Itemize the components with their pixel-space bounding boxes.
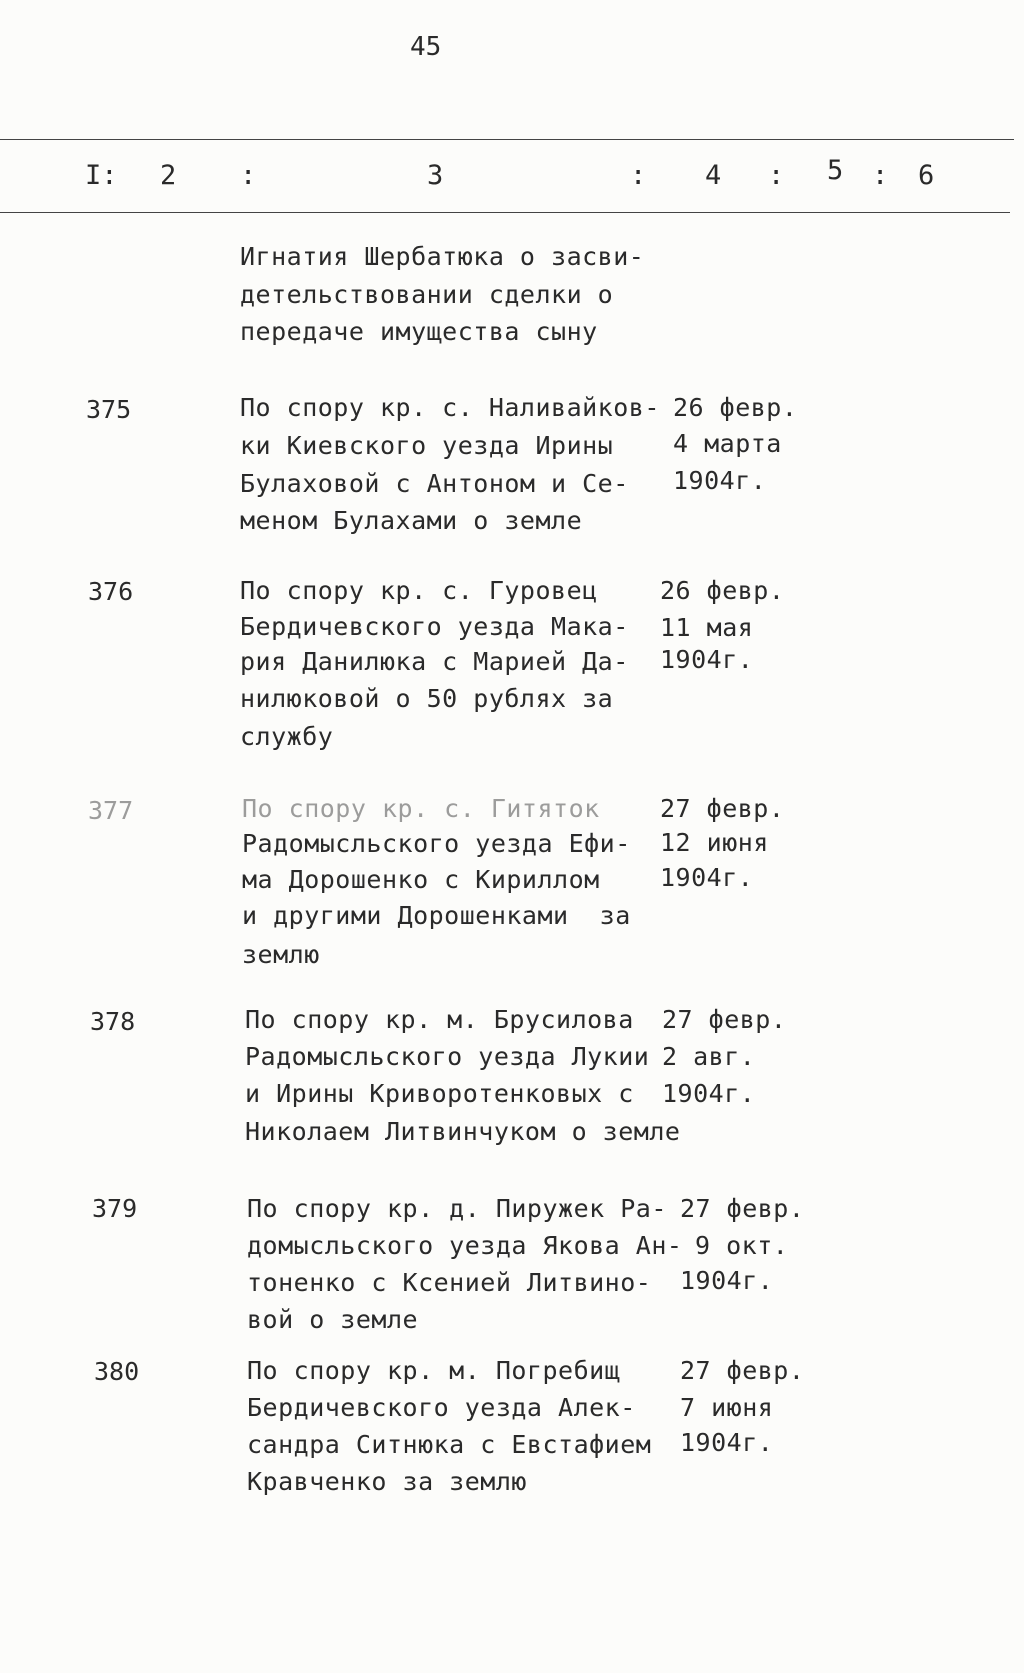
entry-text-line: землю <box>242 940 320 969</box>
entry-text-line: вой о земле <box>247 1305 419 1334</box>
entry-date-end: 11 мая <box>660 613 754 642</box>
column-separator: : <box>630 160 647 191</box>
column-header-2: 2 <box>160 160 177 191</box>
entry-number: 376 <box>88 577 134 606</box>
entry-text-line: По спору кр. м. Брусилова <box>245 1005 634 1034</box>
page-number: 45 <box>410 32 442 62</box>
entry-text-line: ма Дорошенко с Кириллом <box>242 865 600 894</box>
entry-date-year: 1904г. <box>680 1266 774 1295</box>
entry-text-line: Игнатия Шербатюка о засви- <box>240 242 645 271</box>
entry-text-line: Радомысльского уезда Ефи- <box>242 829 631 858</box>
column-header-6: 6 <box>918 160 935 191</box>
entry-date-end: 12 июня <box>660 828 769 857</box>
entry-number: 375 <box>86 395 132 424</box>
entry-text-line: рия Данилюка с Марией Да- <box>240 647 629 676</box>
entry-date-year: 1904г. <box>662 1079 756 1108</box>
entry-text-line: службу <box>240 722 334 751</box>
entry-text-line: Бердичевского уезда Алек- <box>247 1393 636 1422</box>
entry-date-end: 7 июня <box>680 1393 774 1422</box>
entry-text-line: По спору кр. с. Гитяток <box>242 794 600 823</box>
entry-date-end: 9 окт. <box>695 1231 789 1260</box>
column-header-3: 3 <box>427 160 444 191</box>
entry-date-start: 27 февр. <box>660 794 785 823</box>
entry-text-line: ки Киевского уезда Ирины <box>240 431 614 460</box>
entry-text-line: тоненко с Ксенией Литвино- <box>247 1268 652 1297</box>
entry-text-line: передаче имущества сыну <box>240 317 598 346</box>
entry-text-line: По спору кр. с. Гуровец <box>240 576 598 605</box>
column-header-1: I: <box>85 160 118 191</box>
entry-date-year: 1904г. <box>673 466 767 495</box>
column-header-4: 4 <box>705 160 722 191</box>
entry-date-end: 4 марта <box>673 429 782 458</box>
entry-text-line: Бердичевского уезда Мака- <box>240 612 629 641</box>
entry-text-line: Кравченко за землю <box>247 1467 527 1496</box>
header-bottom-rule <box>0 212 1010 213</box>
entry-text-line: По спору кр. д. Пиружек Ра- <box>247 1194 667 1223</box>
entry-date-year: 1904г. <box>660 863 754 892</box>
entry-text-line: домысльского уезда Якова Ан- <box>247 1231 683 1260</box>
entry-text-line: нилюковой о 50 рублях за <box>240 684 614 713</box>
entry-number: 379 <box>92 1194 138 1223</box>
entry-text-line: По спору кр. с. Наливайков- <box>240 393 660 422</box>
entry-text-line: Радомысльского уезда Лукии <box>245 1042 650 1071</box>
entry-text-line: меном Булахами о земле <box>240 506 583 535</box>
column-separator: : <box>872 160 889 191</box>
header-top-rule <box>0 139 1014 140</box>
entry-date-start: 26 февр. <box>673 393 798 422</box>
entry-text-line: сандра Ситнюка с Евстафием <box>247 1430 652 1459</box>
entry-date-end: 2 авг. <box>662 1042 756 1071</box>
column-separator: : <box>768 160 785 191</box>
entry-date-year: 1904г. <box>680 1428 774 1457</box>
entry-number: 378 <box>90 1007 136 1036</box>
entry-text-line: детельствовании сделки о <box>240 280 614 309</box>
entry-date-start: 27 февр. <box>662 1005 787 1034</box>
entry-text-line: Булаховой с Антоном и Се- <box>240 469 629 498</box>
entry-text-line: По спору кр. м. Погребищ <box>247 1356 621 1385</box>
entry-text-line: Николаем Литвинчуком о земле <box>245 1117 681 1146</box>
entry-date-start: 26 февр. <box>660 576 785 605</box>
entry-text-line: и другими Дорошенками за <box>242 901 631 930</box>
entry-number: 380 <box>94 1357 140 1386</box>
entry-date-start: 27 февр. <box>680 1356 805 1385</box>
entry-number: 377 <box>88 796 134 825</box>
entry-date-year: 1904г. <box>660 645 754 674</box>
entry-date-start: 27 февр. <box>680 1194 805 1223</box>
column-separator: : <box>240 160 257 191</box>
column-header-5: 5 <box>827 155 844 186</box>
entry-text-line: и Ирины Криворотенковых с <box>245 1079 634 1108</box>
